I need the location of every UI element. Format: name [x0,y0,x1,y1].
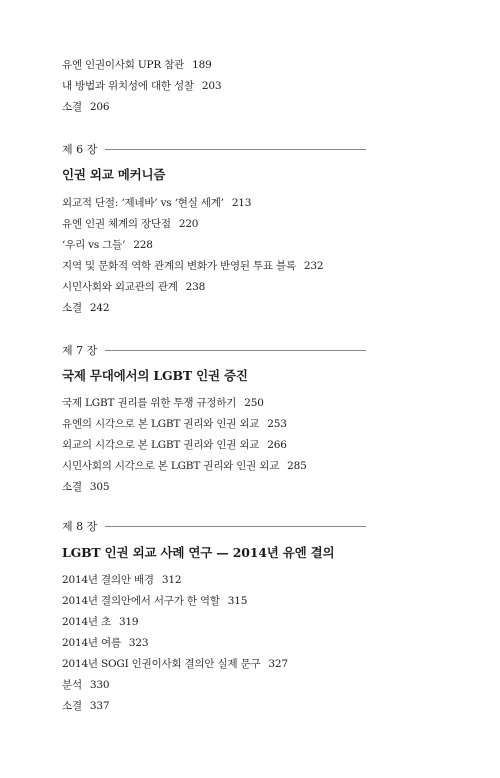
toc-entry-page: 189 [192,59,212,71]
toc-entry [62,459,307,473]
toc-entry-page: 250 [244,397,264,409]
chapter-divider [105,149,366,150]
toc-entry-page: 285 [287,460,307,472]
toc-entry-title: 국제 LGBT 권리를 위한 투쟁 규정하기 [62,397,237,409]
toc-entry [62,301,109,315]
chapter-title: LGBT 인권 외교 사례 연구 — 2014년 유엔 결의 [62,545,335,560]
toc-entry [62,280,205,294]
toc-entry-page: 206 [89,101,110,113]
chapter-label: 제 7 장 [62,344,98,357]
toc-entry-page: 266 [267,439,287,451]
chapter-7-heading [62,342,366,358]
toc-entry-title: 소결 [62,302,82,314]
chapter-divider [105,350,366,351]
toc-entry-title: 소결 [62,101,82,113]
toc-entry-page: 220 [178,218,199,230]
chapter-8-heading [62,518,366,534]
toc-entry-page: 312 [161,574,182,586]
toc-entry [62,196,251,210]
toc-entry [62,58,212,72]
toc-entry-title: ‘우리 vs 그들’ [62,239,126,251]
toc-entry-page: 242 [89,302,110,314]
toc-entry [62,79,221,93]
toc-entry-page: 213 [231,197,252,209]
toc-entry-page: 330 [89,679,110,691]
toc-entry [62,615,138,629]
toc-entry-page: 232 [303,260,324,272]
toc-entry-title: 2014년 결의안에서 서구가 한 역할 [62,595,220,607]
toc-entry-page: 203 [201,80,222,92]
toc-entry [62,678,109,692]
toc-entry-title: 2014년 SOGI 인권이사회 결의안 실제 문구 [62,658,261,670]
toc-entry-page: 337 [89,700,110,712]
toc-entry-title: 외교적 단절: ‘제네바’ vs ‘현실 세계’ [62,197,224,209]
toc-entry [62,396,264,410]
toc-entry-title: 소결 [62,481,82,493]
toc-entry-title: 시민사회와 외교관의 관계 [62,281,178,293]
toc-entry [62,594,247,608]
toc-entry-page: 253 [267,418,287,430]
toc-entry [62,699,109,713]
toc-entry-title: 지역 및 문화적 역학 관계의 변화가 반영된 투표 블록 [62,260,296,272]
toc-entry-title: 분석 [62,679,82,691]
toc-entry-page: 305 [89,481,110,493]
toc-entry [62,217,198,231]
toc-entry-page: 228 [133,239,153,251]
chapter-label: 제 6 장 [62,143,98,156]
toc-entry-title: 소결 [62,700,82,712]
toc-entry [62,636,148,650]
toc-entry-title: 유엔의 시각으로 본 LGBT 권리와 인권 외교 [62,418,260,430]
toc-entry-title: 2014년 결의안 배경 [62,574,154,586]
toc-entry-title: 외교의 시각으로 본 LGBT 권리와 인권 외교 [62,439,260,451]
toc-entry [62,259,323,273]
chapter-6-heading [62,141,366,157]
toc-entry-page: 319 [118,616,139,628]
chapter-label: 제 8 장 [62,520,98,533]
toc-entry [62,438,287,452]
toc-entry [62,238,153,252]
toc-entry [62,480,109,494]
toc-entry [62,417,287,431]
toc-entry-page: 327 [268,658,288,670]
chapter-title: 국제 무대에서의 LGBT 인권 증진 [62,368,248,383]
toc-entry-title: 2014년 초 [62,616,111,628]
toc-entry [62,100,109,114]
toc-entry-title: 내 방법과 위치성에 대한 성찰 [62,80,194,92]
toc-entry [62,657,288,671]
toc-entry-page: 315 [227,595,248,607]
toc-entry [62,573,181,587]
toc-entry-title: 유엔 인권이사회 UPR 참관 [62,59,185,71]
toc-entry-page: 238 [185,281,206,293]
toc-entry-title: 유엔 인권 체계의 장단점 [62,218,171,230]
toc-entry-page: 323 [128,637,149,649]
toc-entry-title: 2014년 여름 [62,637,121,649]
toc-entry-title: 시민사회의 시각으로 본 LGBT 권리와 인권 외교 [62,460,280,472]
chapter-title: 인권 외교 메커니즘 [62,167,166,182]
chapter-divider [105,526,366,527]
